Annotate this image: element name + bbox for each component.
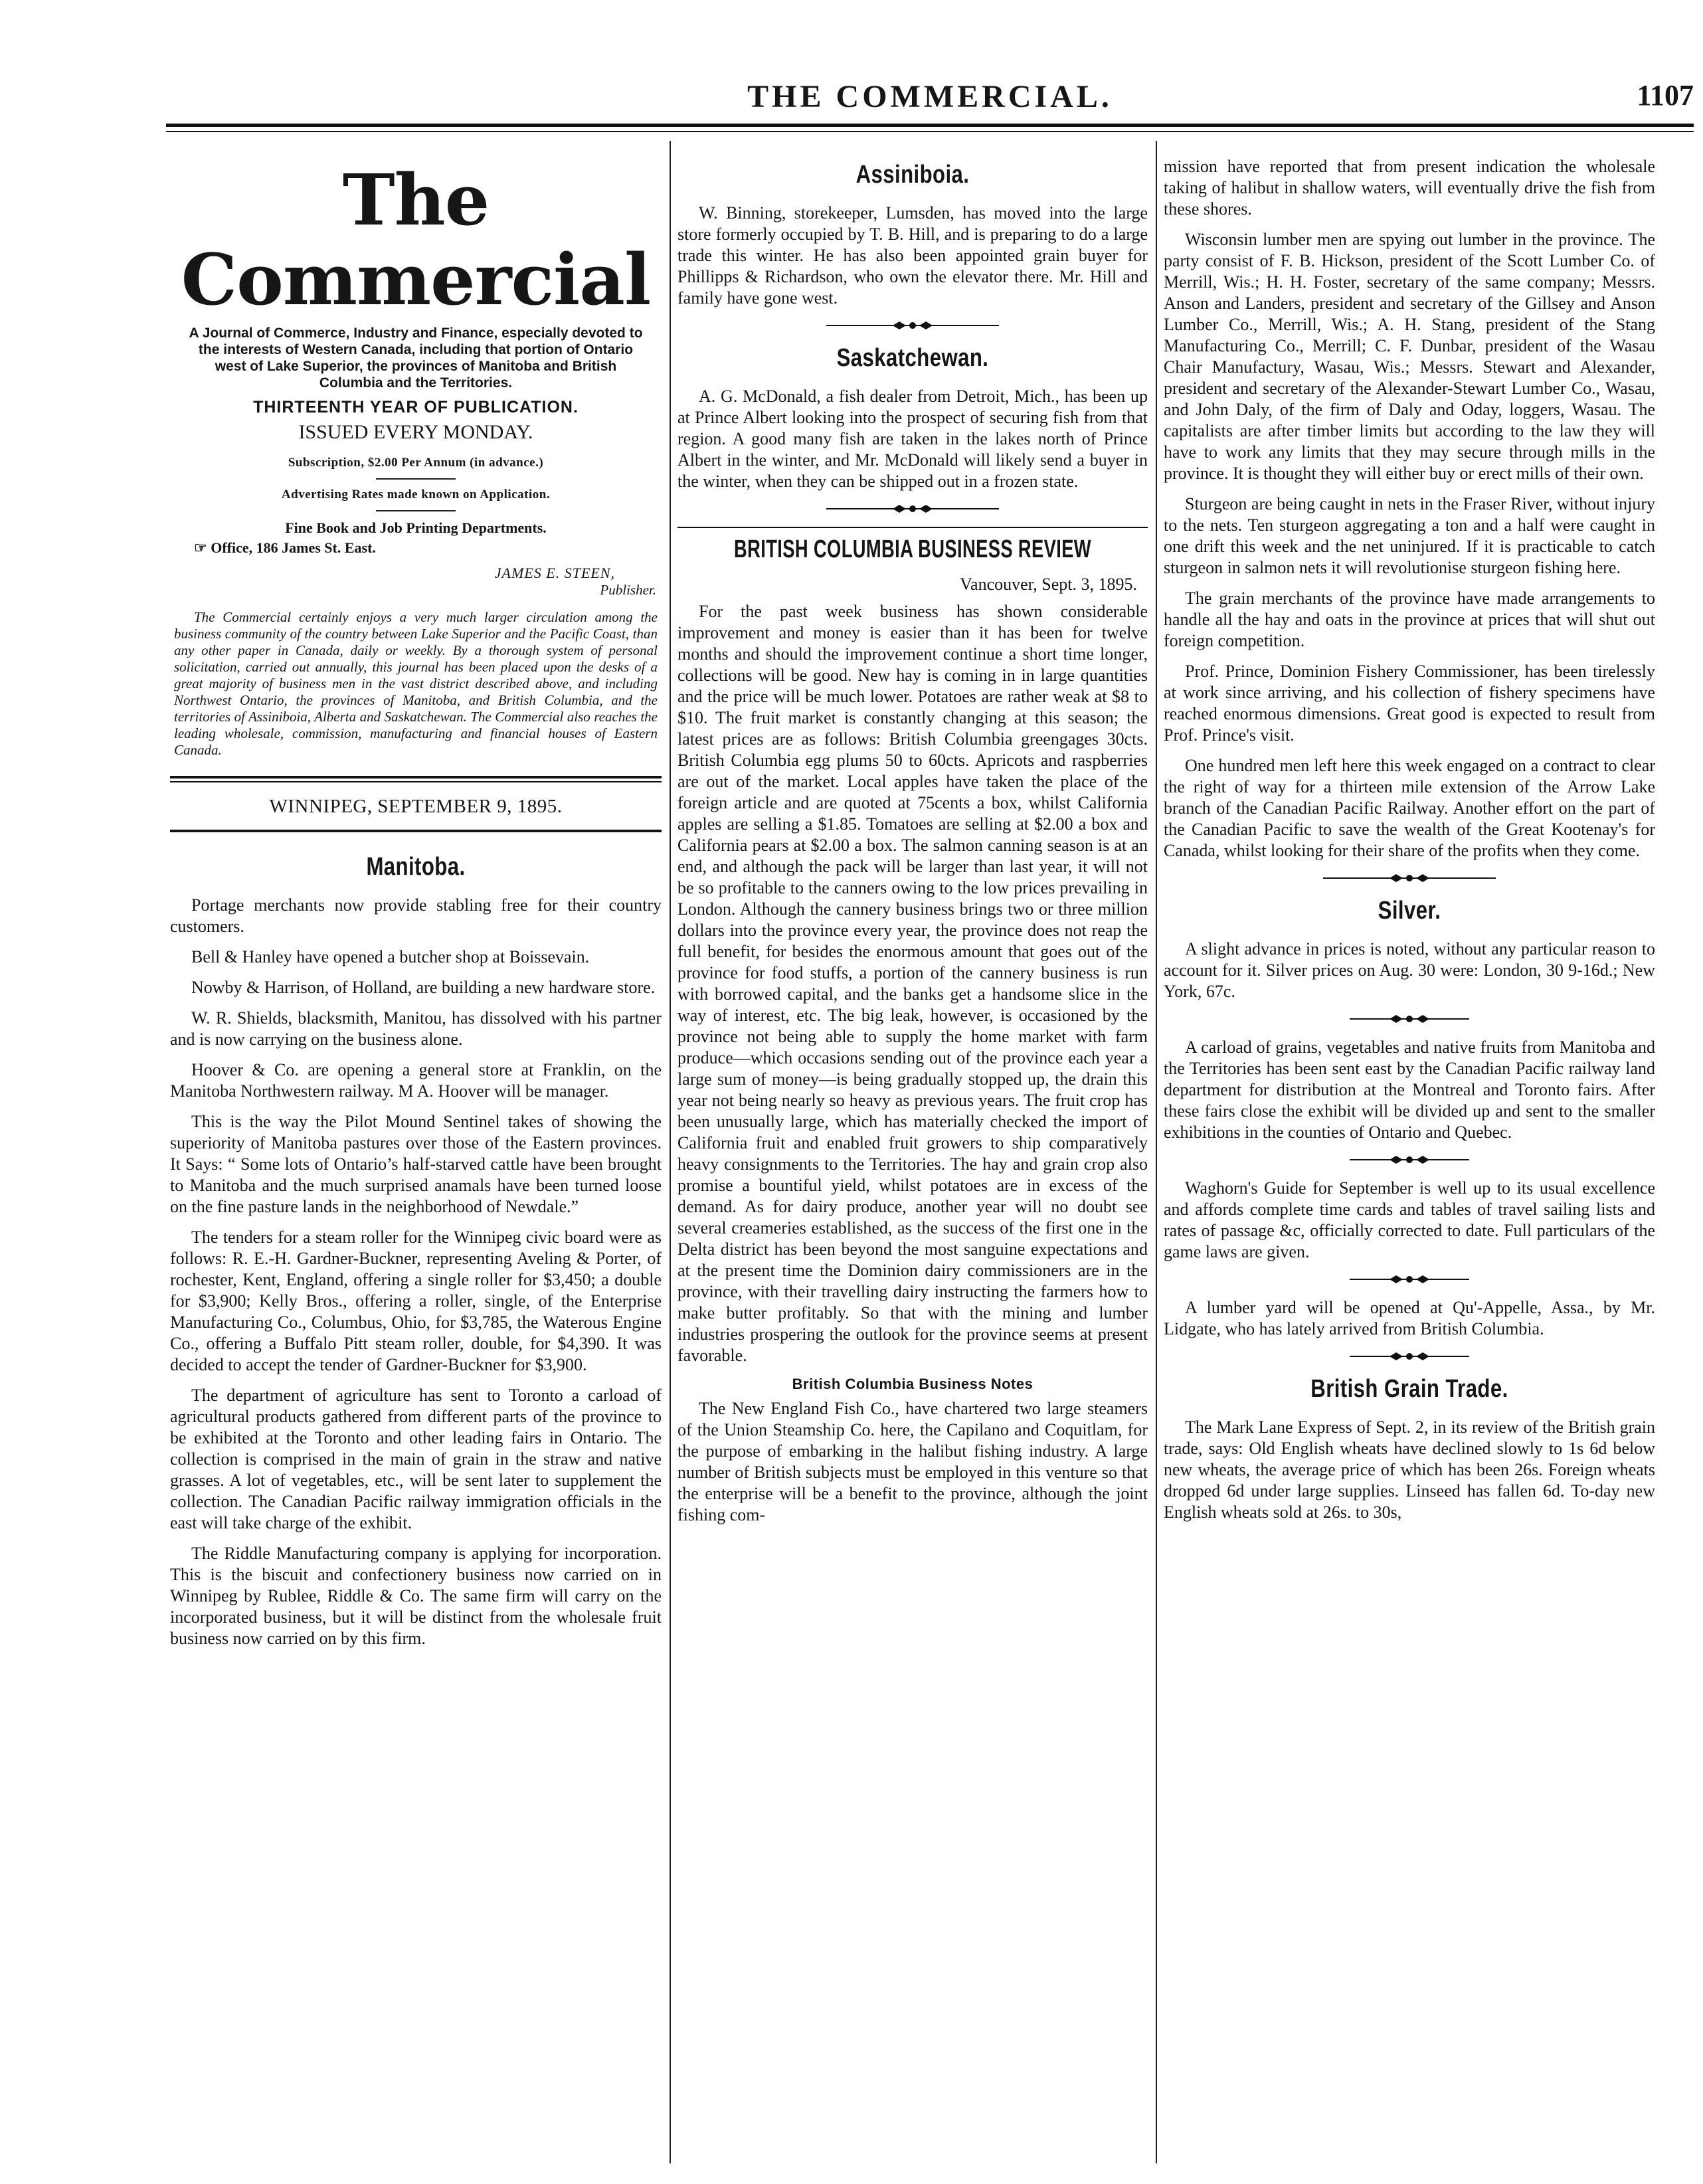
paragraph: A lumber yard will be opened at Qu'-Appelle, Assa., by Mr. Lidgate, who has lately arrived from British Columbia. [1164, 1298, 1655, 1338]
column-right [1164, 156, 1655, 2169]
paragraph: For the past week business has shown considerable improvement and money is easier than it has been for twelve months and should the improvement continue a short time longer, collections will be good. New hay is coming in in large quantities and the price will be much lower. Potatoes are rather weak at $8 to $10. The fruit market is constantly changing at this season; the latest prices are as follows: British Columbia greengages 30cts. British Columbia egg plums 50 to 60cts. Apricots and raspberries are out of the market. Local apples have taken the place of the foreign article and are quoted at 75cents a box, whilst California apples are selling a $1.85. Tomatoes are selling at $2.00 a box and California pears at $2.00 a box. The salmon canning season is at an end, and although the pack will be larger than last year, it will not be so profitable to the canners owing to the low prices prevailing in London. Although the cannery business brings two or three million dollars into the province every year, the province does not reap the full benefit, for besides the enormous amount that goes out of the province for food stuffs, a portion of the cannery business is run with borrowed capital, and the banks get a handsome slice in the way of interest, etc. The big leak, however, is occasioned by the province not being able to supply the home market with farm produce—which occasions sending out of the province each year a large sum of money—is being gradually stopped up, the drain this year not being nearly so heavy as previous years. The fruit crop has been unusually large, which has materially checked the import of California fruit and enabled fruit growers to ship comparatively heavy consignments to the Territories. The hay and grain crop also promise a bountiful yield, whilst potatoes are in excess of the demand. As for dairy produce, another year will no doubt see several creameries established, as the success of the first one in the Delta district has been beyond the most sanguine expectations and at the present time the Dominion dairy commissioners are in the province, with their travelling dairy instructing the farmers how to make butter profitably. So that with the mining and lumber industries prospering the outlook for the province seems at present favorable. [677, 602, 1148, 1365]
masthead-description: A Journal of Commerce, Industry and Finance, especially devoted to the interests of Western Canada, including that portion of Ontario west of Lake Superior, the provinces of Manitoba and British Columbia and the Territories. [189, 325, 643, 391]
rule [677, 527, 1148, 528]
dateline: Vancouver, Sept. 3, 1895. [960, 575, 1137, 594]
paragraph: Prof. Prince, Dominion Fishery Commissioner, has been tirelessly at work since arriving, and his collection of fishery specimens have reached enormous dimensions. Great good is expected to result from Prof. Prince's visit. [1164, 662, 1655, 745]
pointing-hand-icon: ☞ [194, 539, 207, 556]
publisher-title: Publisher. [600, 582, 656, 598]
subheading-bc-notes: British Columbia Business Notes [792, 1376, 1033, 1392]
publisher-name: JAMES E. STEEN, [494, 565, 615, 581]
double-rule [170, 776, 662, 782]
column-divider [1156, 141, 1157, 2163]
office-address [194, 539, 662, 557]
paragraph: A. G. McDonald, a fish dealer from Detroit, Mich., has been up at Prince Albert looking into the prospect of securing fish from that region. A good many fish are taken in the lakes north of Prince Albert in the winter, and Mr. McDonald will likely send a buyer in the winter, when they can be shipped out in a frozen state. [677, 387, 1148, 491]
masthead-title: The Commercial [181, 158, 651, 321]
ornament-divider [1350, 1013, 1469, 1025]
divider [376, 510, 456, 511]
paragraph: Bell & Hanley have opened a butcher shop at Boissevain. [191, 947, 590, 966]
paragraph: A carload of grains, vegetables and native fruits from Manitoba and the Territories has been sent east by the Canadian Pacific railway land department for distribution at the Montreal and Toronto fairs. After these fairs close the exhibit will be divided up and sent to the smaller exhibitions in the counties of Ontario and Quebec. [1164, 1038, 1655, 1142]
paragraph: Hoover & Co. are opening a general store at Franklin, on the Manitoba Northwestern railway. M A. Hoover will be manager. [170, 1060, 662, 1101]
divider [376, 478, 456, 480]
paragraph: One hundred men left here this week engaged on a contract to clear the right of way for a thirteen mile extension of the Arrow Lake branch of the Canadian Pacific Railway. Another effort on the part of the Canadian Pacific to save the wealth of the Great Kootenay's for Canada, whilst looking for their share of the profits when they come. [1164, 756, 1655, 860]
paragraph: The tenders for a steam roller for the Winnipeg civic board were as follows: R. E.-H. Gardner-Buckner, representing Aveling & Porter, of rochester, Kent, England, offering a single roller for $3,450; a double for $3,900; Kelly Bros., offering a roller, single, of the Enterprise Manufacturing Co., Columbus, Ohio, for $3,785, the Waterous Engine Co., offering a Buffalo Pitt steam roller, double, for $4,390. It was decided to accept the tender of Gardner-Buckner for $3,900. [170, 1228, 662, 1374]
rule [170, 830, 662, 832]
ornament-divider [1323, 872, 1496, 884]
paragraph: Sturgeon are being caught in nets in the Fraser River, without injury to the nets. Ten sturgeon aggregating a ton and a half were caught in one drift this week and the net uninjured. If it is practicable to catch sturgeon in salmon nets it will revolutionise sturgeon fishing here. [1164, 494, 1655, 577]
ornament-divider [1350, 1273, 1469, 1285]
section-heading-saskatchewan: Saskatchewan. [836, 344, 989, 372]
paragraph: This is the way the Pilot Mound Sentinel takes of showing the superiority of Manitoba pastures over those of the Eastern provinces. It Says: “ Some lots of Ontario’s half-starved cattle have been brought to Manitoba and the much surprised anamals have been turned loose on the fine pasture lands in the neighborhood of Newdale.” [170, 1112, 662, 1216]
column-divider [670, 141, 671, 2163]
page-number: 1107 [1637, 79, 1694, 112]
section-heading-british-grain: British Grain Trade. [1310, 1375, 1508, 1403]
paragraph: Wisconsin lumber men are spying out lumber in the province. The party consist of F. B. Hickson, president of the Scott Lumber Co. of Merrill, Wis.; H. H. Foster, secretary of the same company; Messrs. Anson and Landers, president and secretary of the Gillsey and Anson Lumber Co., Merrill, Wis.; A. H. Stang, president of the Stang Manufacturing Co., Merrill; C. F. Dunbar, president of the Wasau Chair Manufactury, Wasau, Wis.; Messrs. Stewart and Alexander, president and secretary of the Alexander-Stewart Lumber Co., Wasau, and John Daly, of the firm of Daly and Oday, loggers, Wasau. The capitalists are after timber limits but according to the law they will have to work any limits that they may secure through mills in the province. It is thought they will either buy or erect mills of their own. [1164, 230, 1655, 483]
paragraph: W. R. Shields, blacksmith, Manitou, has dissolved with his partner and is now carrying on the business alone. [170, 1008, 662, 1049]
office-address-text: Office, 186 James St. East. [211, 539, 376, 556]
header-rule [166, 124, 1694, 127]
paragraph: A slight advance in prices is noted, without any particular reason to account for it. Silver prices on Aug. 30 were: London, 30 9-16d.; New York, 67c. [1164, 939, 1655, 1001]
ornament-divider [826, 503, 999, 515]
issue-date: WINNIPEG, SEPTEMBER 9, 1895. [269, 796, 563, 817]
paragraph: Nowby & Harrison, of Holland, are building a new hardware store. [191, 978, 656, 997]
advertising-rates: Advertising Rates made known on Application. [281, 488, 551, 501]
paragraph: Waghorn's Guide for September is well up to its usual excellence and affords complete time cards and tables of travel sailing lists and rates of passage &c, officially corrected to date. Full particulars of the game laws are given. [1164, 1178, 1655, 1261]
paragraph: The New England Fish Co., have chartered two large steamers of the Union Steamship Co. here, the Capilano and Coquitlam, for the purpose of embarking in the halibut fishing industry. A large number of British subjects must be employed in this venture so that the enterprise will be a benefit to the province, although the joint fishing com- [677, 1399, 1148, 1524]
ornament-divider [1350, 1350, 1469, 1362]
subscription-rate: Subscription, $2.00 Per Annum (in advance.) [288, 456, 544, 470]
paragraph: Portage merchants now provide stabling free for their country customers. [170, 895, 662, 936]
section-heading-manitoba: Manitoba. [366, 853, 466, 881]
header-rule-thin [166, 131, 1694, 132]
printing-departments: Fine Book and Job Printing Departments. [285, 519, 547, 536]
running-head [166, 78, 1694, 118]
section-heading-bc-review: BRITISH COLUMBIA BUSINESS REVIEW [734, 535, 1091, 563]
paragraph: The Mark Lane Express of Sept. 2, in its review of the British grain trade, says: Old English wheats have declined slowly to 1s 6d below new wheats, the average price of which has been 26s. Foreign wheats dropped 6d under large supplies. Linseed has fallen 6d. To-day new English wheats sold at 26s. to 30s, [1164, 1417, 1655, 1522]
column-left [170, 156, 662, 2169]
paragraph: The department of agriculture has sent to Toronto a carload of agricultural products gathered from different parts of the province to be exhibited at the Toronto and other leading fairs in Ontario. The collection is comprised in the main of grain in the straw and native grasses. A lot of vegetables, etc., will be sent later to supplement the collection. The Canadian Pacific railway immigration officials in the east will take charge of the exhibit. [170, 1386, 662, 1532]
section-heading-assiniboia: Assiniboia. [855, 161, 970, 189]
paragraph: W. Binning, storekeeper, Lumsden, has moved into the large store formerly occupied by T. B. Hill, and is preparing to do a large trade this winter. He has also been appointed grain buyer for Phillipps & Richardson, who own the elevator there. Mr. Hill and family have gone west. [677, 203, 1148, 308]
ornament-divider [1350, 1154, 1469, 1166]
section-heading-silver: Silver. [1378, 897, 1441, 925]
paragraph: mission have reported that from present indication the wholesale taking of halibut in shallow waters, will eventually drive the fish from these shores. [1164, 157, 1655, 219]
issue-frequency: ISSUED EVERY MONDAY. [298, 421, 533, 443]
ornament-divider [826, 319, 999, 331]
circulation-notice: The Commercial certainly enjoys a very much larger circulation among the business community of the country between Lake Superior and the Pacific Coast, than any other paper in Canada, daily or weekly. By a thorough system of personal solicitation, carried out annually, this journal has been placed upon the desks of a great majority of business men in the vast district described above, and including Northwest Ontario, the provinces of Manitoba, and British Columbia, and the territories of Assiniboia, Alberta and Saskatchewan. The Commercial also reaches the leading wholesale, commission, manufacturing and financial houses of Eastern Canada. [174, 609, 658, 758]
running-title: THE COMMERCIAL. [747, 79, 1113, 114]
paragraph: The Riddle Manufacturing company is applying for incorporation. This is the biscuit and confectionery business now carried on in Winnipeg by Rublee, Riddle & Co. The same firm will carry on the incorporated business, but it will be distinct from the wholesale fruit business now carried on by this firm. [170, 1544, 662, 1648]
column-middle [677, 156, 1148, 2169]
publication-year: THIRTEENTH YEAR OF PUBLICATION. [253, 398, 579, 416]
paragraph: The grain merchants of the province have made arrangements to handle all the hay and oats in the province at prices that will shut out foreign competition. [1164, 589, 1655, 650]
